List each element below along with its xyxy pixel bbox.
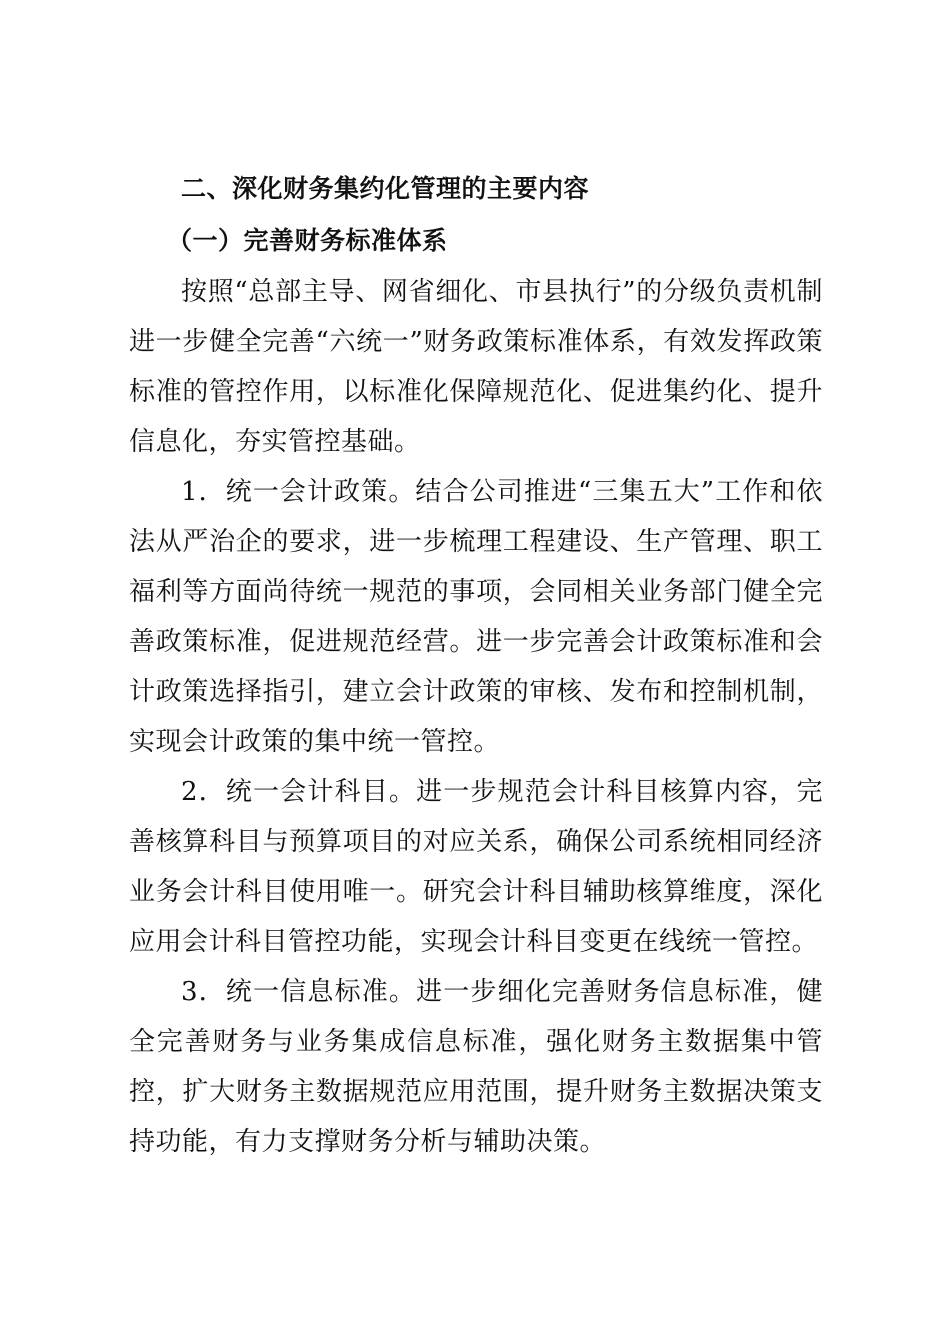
subsection-heading: （一）完善财务标准体系 xyxy=(167,226,448,255)
paragraph-item-3: 3．统一信息标准。进一步细化完善财务信息标准，健全完善财务与业务集成信息标准，强化财务主数据集中管控，扩大财务主数据规范应用范围，提升财务主数据决策支持功能，有力支撑财务分析与辅助决策。 xyxy=(129,977,823,1157)
paragraph-item-1: 1．统一会计政策。结合公司推进“三集五大”工作和依法从严治企的要求，进一步梳理工程建设、生产管理、职工福利等方面尚待统一规范的事项，会同相关业务部门健全完善政策标准，促进规范经营。进一步完善会计政策标准和会计政策选择指引，建立会计政策的审核、发布和控制机制，实现会计政策的集中统一管控。 xyxy=(129,477,823,757)
paragraph-intro: 按照“总部主导、网省细化、市县执行”的分级负责机制进一步健全完善“六统一”财务政策标准体系，有效发挥政策标准的管控作用，以标准化保障规范化、促进集约化、提升信息化，夯实管控基础。 xyxy=(129,277,823,457)
section-heading: 二、深化财务集约化管理的主要内容 xyxy=(181,174,590,203)
paragraph-item-2: 2．统一会计科目。进一步规范会计科目核算内容，完善核算科目与预算项目的对应关系，确保公司系统相同经济业务会计科目使用唯一。研究会计科目辅助核算维度，深化应用会计科目管控功能，实现会计科目变更在线统一管控。 xyxy=(129,777,823,957)
document-body xyxy=(129,165,823,1167)
